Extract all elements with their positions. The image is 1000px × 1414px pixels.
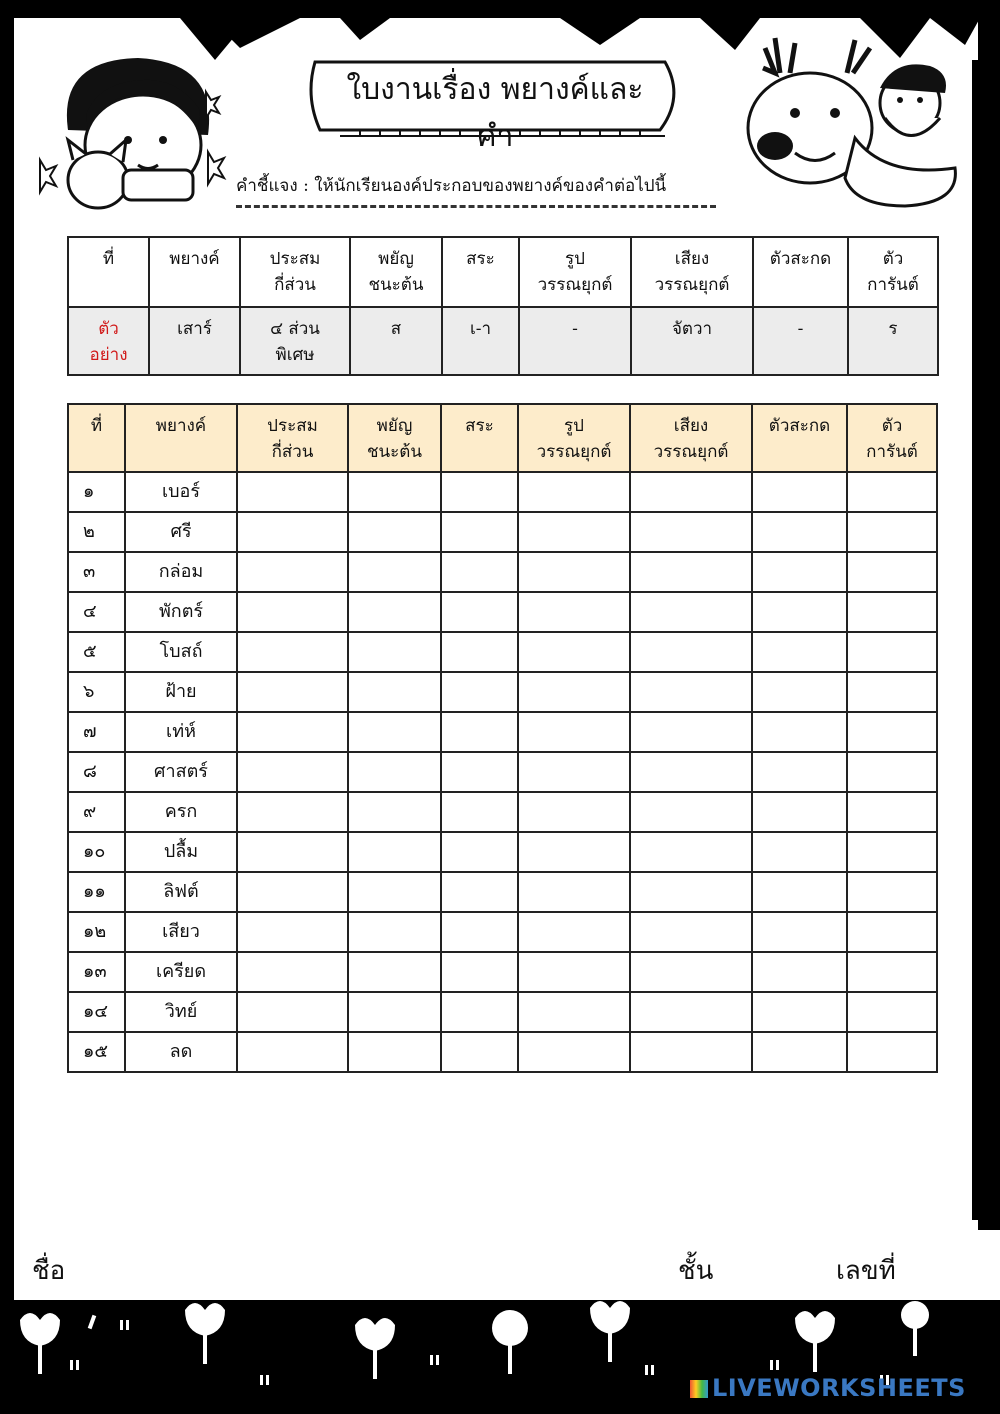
example-label: ตัว อย่าง: [68, 307, 149, 375]
answer-vowel-cell[interactable]: [441, 952, 518, 992]
answer-silent-cell[interactable]: [847, 992, 937, 1032]
answer-final-cell[interactable]: [752, 912, 847, 952]
answer-tone-sound-cell[interactable]: [630, 592, 752, 632]
answer-vowel-cell[interactable]: [441, 1032, 518, 1072]
header-no: ที่: [68, 404, 125, 472]
answer-final-cell[interactable]: [752, 472, 847, 512]
answer-final-cell[interactable]: [752, 512, 847, 552]
answer-final-cell[interactable]: [752, 952, 847, 992]
example-final: -: [753, 307, 848, 375]
answer-tone-sound-cell[interactable]: [630, 552, 752, 592]
row-syllable: ครก: [125, 792, 237, 832]
table-row: [68, 712, 937, 752]
answer-initial-cell[interactable]: [348, 592, 441, 632]
row-number: ๗: [68, 712, 125, 752]
answer-tone-mark-cell[interactable]: [518, 592, 630, 632]
answer-silent-cell[interactable]: [847, 712, 937, 752]
table-row: [68, 552, 937, 592]
answer-tone-mark-cell[interactable]: [518, 472, 630, 512]
row-number: ๑๒: [68, 912, 125, 952]
class-label: ชั้น: [678, 1256, 714, 1286]
row-number: ๒: [68, 512, 125, 552]
answer-vowel-cell[interactable]: [441, 792, 518, 832]
header-syllable: พยางค์: [125, 404, 237, 472]
answer-silent-cell[interactable]: [847, 1032, 937, 1072]
answer-parts-cell[interactable]: [237, 512, 348, 552]
example-syllable: เสาร์: [149, 307, 240, 375]
answer-vowel-cell[interactable]: [441, 472, 518, 512]
table-row: [68, 472, 937, 512]
example-initial: ส: [350, 307, 442, 375]
row-number: ๑๕: [68, 1032, 125, 1072]
student-info-bar: [14, 1232, 994, 1298]
reindeer-and-santa-illustration: [735, 28, 970, 218]
row-syllable: เท่ห์: [125, 712, 237, 752]
answer-vowel-cell[interactable]: [441, 992, 518, 1032]
answer-tone-sound-cell[interactable]: [630, 512, 752, 552]
table-row: [68, 872, 937, 912]
header-tone-sound: เสียง วรรณยุกต์: [630, 404, 752, 472]
answer-vowel-cell[interactable]: [441, 872, 518, 912]
answer-silent-cell[interactable]: [847, 912, 937, 952]
row-syllable: ลิฟต์: [125, 872, 237, 912]
answer-final-cell[interactable]: [752, 632, 847, 672]
row-number: ๑: [68, 472, 125, 512]
number-label: เลขที่: [836, 1256, 896, 1286]
answer-vowel-cell[interactable]: [441, 912, 518, 952]
table-row: [68, 992, 937, 1032]
answer-final-cell[interactable]: [752, 1032, 847, 1072]
row-syllable: ลด: [125, 1032, 237, 1072]
answer-tone-mark-cell[interactable]: [518, 832, 630, 872]
answer-tone-mark-cell[interactable]: [518, 952, 630, 992]
answer-tone-sound-cell[interactable]: [630, 792, 752, 832]
row-syllable: ศาสตร์: [125, 752, 237, 792]
row-number: ๕: [68, 632, 125, 672]
row-syllable: กล่อม: [125, 552, 237, 592]
answer-vowel-cell[interactable]: [441, 592, 518, 632]
page-border-right: [978, 0, 1000, 1230]
header-tone-mark: รูป วรรณยุกต์: [518, 404, 630, 472]
table-row: [68, 952, 937, 992]
example-header-silent: ตัว การันต์: [848, 237, 938, 307]
answer-parts-cell[interactable]: [237, 912, 348, 952]
answer-parts-cell[interactable]: [237, 992, 348, 1032]
header-vowel: สระ: [441, 404, 518, 472]
answer-silent-cell[interactable]: [847, 592, 937, 632]
answer-final-cell[interactable]: [752, 992, 847, 1032]
row-number: ๘: [68, 752, 125, 792]
worksheet-table: [67, 403, 938, 1073]
row-syllable: โบสถ์: [125, 632, 237, 672]
answer-tone-mark-cell[interactable]: [518, 632, 630, 672]
answer-tone-sound-cell[interactable]: [630, 672, 752, 712]
answer-vowel-cell[interactable]: [441, 632, 518, 672]
answer-tone-mark-cell[interactable]: [518, 1032, 630, 1072]
answer-initial-cell[interactable]: [348, 1032, 441, 1072]
answer-tone-sound-cell[interactable]: [630, 712, 752, 752]
row-number: ๙: [68, 792, 125, 832]
header-final: ตัวสะกด: [752, 404, 847, 472]
table-row: [68, 912, 937, 952]
answer-initial-cell[interactable]: [348, 992, 441, 1032]
answer-tone-mark-cell[interactable]: [518, 752, 630, 792]
answer-parts-cell[interactable]: [237, 1032, 348, 1072]
liveworksheets-logo-icon: [690, 1380, 708, 1398]
page-title: ใบงานเรื่อง พยางค์และคำ: [346, 72, 644, 154]
answer-initial-cell[interactable]: [348, 632, 441, 672]
answer-tone-sound-cell[interactable]: [630, 872, 752, 912]
table-row: [68, 752, 937, 792]
table-row: [68, 792, 937, 832]
example-tone-sound: จัตวา: [631, 307, 753, 375]
answer-tone-mark-cell[interactable]: [518, 872, 630, 912]
answer-initial-cell[interactable]: [348, 832, 441, 872]
answer-final-cell[interactable]: [752, 752, 847, 792]
row-number: ๑๑: [68, 872, 125, 912]
answer-tone-sound-cell[interactable]: [630, 472, 752, 512]
answer-tone-sound-cell[interactable]: [630, 952, 752, 992]
table-row: [68, 832, 937, 872]
answer-tone-sound-cell[interactable]: [630, 1032, 752, 1072]
answer-tone-sound-cell[interactable]: [630, 912, 752, 952]
header-silent: ตัว การันต์: [847, 404, 937, 472]
row-number: ๑๓: [68, 952, 125, 992]
example-header-initial: พยัญ ชนะต้น: [350, 237, 442, 307]
answer-tone-mark-cell[interactable]: [518, 992, 630, 1032]
answer-final-cell[interactable]: [752, 592, 847, 632]
example-row: [68, 307, 938, 375]
header-parts: ประสม กี่ส่วน: [237, 404, 348, 472]
answer-tone-mark-cell[interactable]: [518, 512, 630, 552]
answer-initial-cell[interactable]: [348, 752, 441, 792]
answer-parts-cell[interactable]: [237, 632, 348, 672]
answer-tone-mark-cell[interactable]: [518, 712, 630, 752]
answer-final-cell[interactable]: [752, 672, 847, 712]
answer-silent-cell[interactable]: [847, 792, 937, 832]
answer-final-cell[interactable]: [752, 832, 847, 872]
table-row: [68, 512, 937, 552]
example-parts: ๔ ส่วน พิเศษ: [240, 307, 350, 375]
answer-silent-cell[interactable]: [847, 872, 937, 912]
answer-final-cell[interactable]: [752, 712, 847, 752]
answer-tone-mark-cell[interactable]: [518, 792, 630, 832]
row-number: ๔: [68, 592, 125, 632]
row-number: ๑๔: [68, 992, 125, 1032]
table-row: [68, 1032, 937, 1072]
name-label: ชื่อ: [32, 1256, 66, 1286]
row-syllable: พักตร์: [125, 592, 237, 632]
answer-final-cell[interactable]: [752, 872, 847, 912]
header-initial: พยัญ ชนะต้น: [348, 404, 441, 472]
answer-vowel-cell[interactable]: [441, 712, 518, 752]
row-number: ๖: [68, 672, 125, 712]
example-header-parts: ประสม กี่ส่วน: [240, 237, 350, 307]
example-header-vowel: สระ: [442, 237, 519, 307]
answer-tone-sound-cell[interactable]: [630, 832, 752, 872]
page-border-left: [0, 0, 14, 1300]
answer-vowel-cell[interactable]: [441, 672, 518, 712]
answer-initial-cell[interactable]: [348, 912, 441, 952]
table-row: [68, 672, 937, 712]
table-row: [68, 592, 937, 632]
row-syllable: วิทย์: [125, 992, 237, 1032]
liveworksheets-watermark: LIVEWORKSHEETS: [690, 1374, 966, 1402]
example-header-tone-sound: เสียง วรรณยุกต์: [631, 237, 753, 307]
page-border-right-inner: [972, 60, 978, 1220]
row-syllable: เสียว: [125, 912, 237, 952]
answer-tone-sound-cell[interactable]: [630, 632, 752, 672]
girl-and-cat-illustration: [28, 40, 238, 215]
answer-tone-sound-cell[interactable]: [630, 992, 752, 1032]
answer-parts-cell[interactable]: [237, 872, 348, 912]
answer-initial-cell[interactable]: [348, 952, 441, 992]
row-number: ๑๐: [68, 832, 125, 872]
answer-silent-cell[interactable]: [847, 672, 937, 712]
answer-parts-cell[interactable]: [237, 752, 348, 792]
example-table: [67, 236, 939, 376]
answer-parts-cell[interactable]: [237, 952, 348, 992]
answer-parts-cell[interactable]: [237, 712, 348, 752]
answer-initial-cell[interactable]: [348, 872, 441, 912]
answer-silent-cell[interactable]: [847, 632, 937, 672]
answer-initial-cell[interactable]: [348, 472, 441, 512]
row-syllable: ศรี: [125, 512, 237, 552]
example-header-tone-mark: รูป วรรณยุกต์: [519, 237, 631, 307]
answer-parts-cell[interactable]: [237, 672, 348, 712]
row-syllable: ฝ้าย: [125, 672, 237, 712]
row-number: ๓: [68, 552, 125, 592]
answer-initial-cell[interactable]: [348, 712, 441, 752]
answer-parts-cell[interactable]: [237, 832, 348, 872]
table-row: [68, 632, 937, 672]
example-header-no: ที่: [68, 237, 149, 307]
answer-parts-cell[interactable]: [237, 792, 348, 832]
answer-parts-cell[interactable]: [237, 552, 348, 592]
row-syllable: เบอร์: [125, 472, 237, 512]
answer-initial-cell[interactable]: [348, 552, 441, 592]
answer-vowel-cell[interactable]: [441, 552, 518, 592]
answer-silent-cell[interactable]: [847, 512, 937, 552]
answer-tone-mark-cell[interactable]: [518, 672, 630, 712]
answer-vowel-cell[interactable]: [441, 752, 518, 792]
example-vowel: เ-า: [442, 307, 519, 375]
answer-tone-sound-cell[interactable]: [630, 752, 752, 792]
answer-final-cell[interactable]: [752, 792, 847, 832]
answer-initial-cell[interactable]: [348, 792, 441, 832]
answer-silent-cell[interactable]: [847, 952, 937, 992]
example-silent: ร: [848, 307, 938, 375]
answer-final-cell[interactable]: [752, 552, 847, 592]
answer-silent-cell[interactable]: [847, 752, 937, 792]
instruction-text: คำชี้แจง : ให้นักเรียนองค์ประกอบของพยางค์ของคำต่อไปนี้: [236, 172, 716, 208]
answer-vowel-cell[interactable]: [441, 512, 518, 552]
answer-vowel-cell[interactable]: [441, 832, 518, 872]
row-syllable: ปลื้ม: [125, 832, 237, 872]
answer-silent-cell[interactable]: [847, 832, 937, 872]
answer-parts-cell[interactable]: [237, 472, 348, 512]
example-tone-mark: -: [519, 307, 631, 375]
answer-initial-cell[interactable]: [348, 672, 441, 712]
answer-silent-cell[interactable]: [847, 552, 937, 592]
answer-tone-mark-cell[interactable]: [518, 912, 630, 952]
example-header-syllable: พยางค์: [149, 237, 240, 307]
example-header-final: ตัวสะกด: [753, 237, 848, 307]
answer-parts-cell[interactable]: [237, 592, 348, 632]
answer-initial-cell[interactable]: [348, 512, 441, 552]
answer-silent-cell[interactable]: [847, 472, 937, 512]
answer-tone-mark-cell[interactable]: [518, 552, 630, 592]
row-syllable: เครียด: [125, 952, 237, 992]
